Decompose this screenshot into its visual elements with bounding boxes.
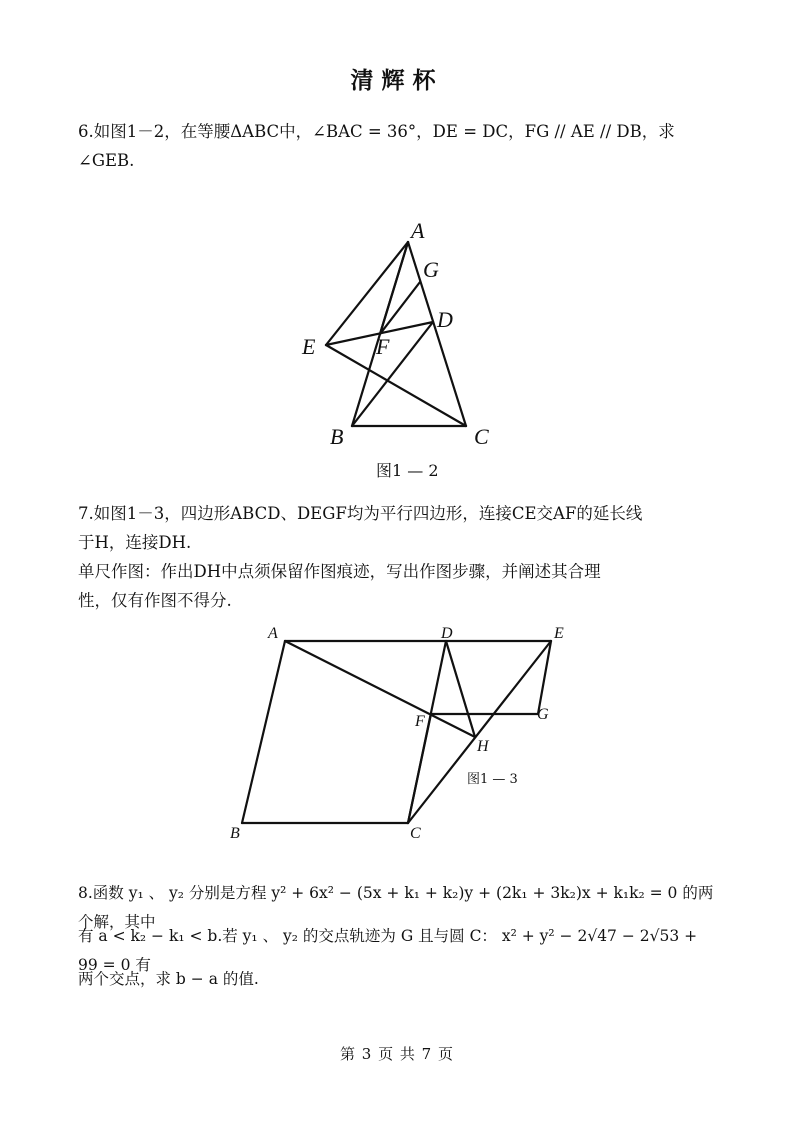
segment-EG bbox=[538, 641, 551, 714]
label-E: E bbox=[302, 334, 316, 359]
figure-1-2 bbox=[290, 212, 510, 482]
page-footer: 第 3 页 共 7 页 bbox=[340, 1045, 454, 1063]
label-E: E bbox=[554, 625, 564, 642]
problem-7-line-4: 性，仅有作图不得分. bbox=[78, 591, 232, 610]
problem-6-line-2: ∠GEB. bbox=[78, 151, 135, 170]
figure-1-2-caption: 图1 — 2 bbox=[376, 461, 439, 480]
problem-8-line-1: 8.函数 y₁ 、 y₂ 分别是方程 y² + 6x² − (5x + k₁ + k₂)y + (2k₁ + 3k₂)x + k₁k₂ = 0 的两个解，其中 bbox=[78, 884, 714, 931]
problem-7-line-2: 于H，连接DH. bbox=[78, 533, 192, 552]
label-C: C bbox=[410, 825, 421, 842]
problem-6-line-1: 6.如图1－2，在等腰ΔABC中，∠BAC = 36°，DE = DC，FG // AE // DB，求 bbox=[78, 122, 675, 141]
label-B: B bbox=[330, 424, 344, 449]
problem-8-line-2: 有 a < k₂ − k₁ < b.若 y₁ 、 y₂ 的交点轨迹为 G 且与圆 C： x² + y² − 2√47 − 2√53 + 99 = 0 有 bbox=[78, 927, 698, 974]
figure-1-3-caption: 图1 — 3 bbox=[467, 772, 518, 787]
page-title: 清辉杯 bbox=[350, 67, 444, 94]
segment-DH bbox=[446, 641, 475, 737]
label-C: C bbox=[474, 424, 489, 449]
segment-CE bbox=[408, 641, 551, 823]
label-D: D bbox=[437, 307, 453, 332]
segment-AB bbox=[242, 641, 285, 823]
label-A: A bbox=[411, 218, 425, 243]
problem-8-line-3: 两个交点，求 b − a 的值. bbox=[78, 970, 259, 988]
figure-1-3 bbox=[220, 620, 580, 850]
label-D: D bbox=[441, 625, 453, 642]
label-G: G bbox=[423, 257, 439, 282]
problem-7-line-3: 单尺作图：作出DH中点须保留作图痕迹，写出作图步骤，并阐述其合理 bbox=[78, 562, 601, 581]
label-F: F bbox=[376, 334, 390, 359]
problem-7-line-1: 7.如图1－3，四边形ABCD、DEGF均为平行四边形，连接CE交AF的延长线 bbox=[78, 504, 643, 523]
segment-AF bbox=[380, 242, 408, 334]
label-F: F bbox=[415, 713, 425, 730]
label-A: A bbox=[268, 625, 278, 642]
label-B: B bbox=[230, 825, 240, 842]
segment-AH bbox=[285, 641, 475, 737]
label-H: H bbox=[477, 738, 489, 755]
label-G: G bbox=[537, 706, 549, 723]
